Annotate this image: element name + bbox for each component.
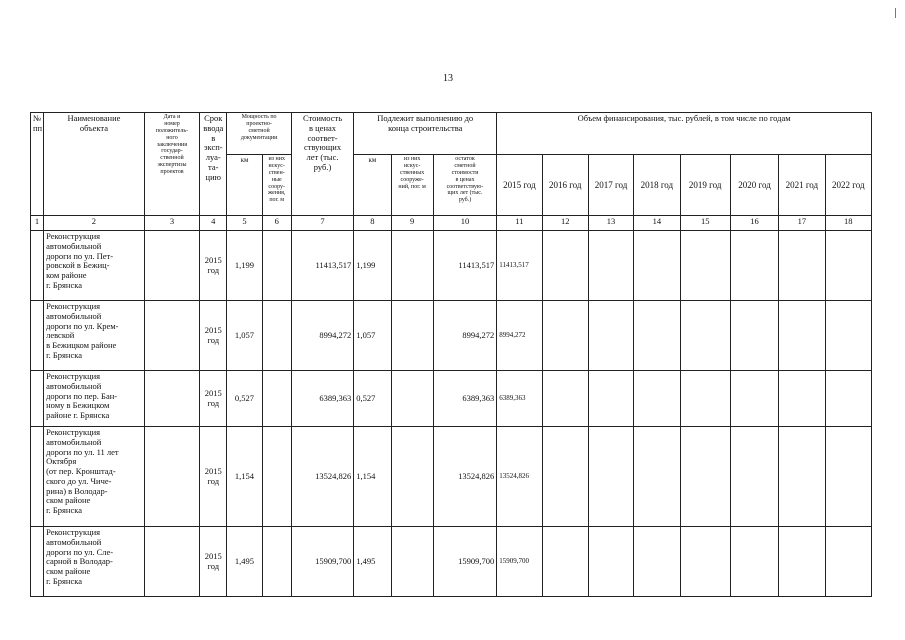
cell-capacity-structures [262, 301, 291, 371]
header-year-2019: 2019 год [680, 155, 730, 216]
header-capacity-group: Мощность по проектно- сметной документации [227, 113, 291, 155]
header-year-2018: 2018 год [634, 155, 680, 216]
header-year-2020: 2020 год [730, 155, 778, 216]
header-remaining-km: км [354, 155, 391, 216]
cell-commission-term-text: 2015 год [204, 324, 222, 345]
cell-number [31, 231, 44, 301]
cell-year-empty [825, 231, 871, 301]
cell-capacity-km-text: 1,495 [234, 555, 255, 566]
cell-remaining-km-text: 1,199 [356, 259, 376, 270]
cell-year-empty [680, 371, 730, 427]
column-number: 16 [730, 216, 778, 231]
cell-year-empty [680, 231, 730, 301]
cell-remaining-cost-text: 8994,272 [462, 329, 495, 340]
column-number: 6 [262, 216, 291, 231]
cell-object-name-text: Реконструкция автомобильной дороги по ул. 11 лет Октября (от пер. Кронштад- ского до ул. Чиче- рина) в Володар- ском районе г. Брянска [46, 427, 119, 516]
cell-object-name-text: Реконструкция автомобильной дороги по ул. Пет- ровской в Бежиц- ком районе г. Брянска [46, 231, 114, 290]
header-year-2022: 2022 год [825, 155, 871, 216]
column-numbers-row [31, 216, 872, 231]
cell-object-name [44, 427, 145, 527]
cell-object-name-text: Реконструкция автомобильной дороги по ул. Крем- левской в Бежицком районе г. Брянска [46, 301, 119, 360]
cell-year-2015-text: 11413,517 [499, 261, 529, 270]
cell-year-2015 [497, 371, 542, 427]
cell-commission-term [200, 231, 227, 301]
cell-cost-text: 8994,272 [319, 329, 352, 340]
cell-remaining-km-text: 1,154 [356, 470, 376, 481]
cell-commission-term-text: 2015 год [204, 387, 222, 408]
cell-cost [291, 231, 353, 301]
header-capacity-km: км [227, 155, 262, 216]
header-remaining-group: Подлежит выполнению до конца строительства [354, 113, 497, 155]
cell-capacity-km-text: 0,527 [234, 392, 255, 403]
cell-remaining-structures [391, 371, 433, 427]
cell-number [31, 301, 44, 371]
cell-remaining-structures [391, 527, 433, 597]
cell-year-2015-text: 8994,272 [499, 331, 526, 340]
cell-capacity-km-text: 1,057 [234, 329, 255, 340]
cell-cost [291, 527, 353, 597]
cell-year-empty [779, 371, 825, 427]
column-number: 3 [144, 216, 199, 231]
table-row [31, 371, 872, 427]
header-year-2017: 2017 год [588, 155, 633, 216]
construction-objects-table [30, 112, 872, 597]
cell-remaining-km-text: 0,527 [356, 392, 376, 403]
header-cost: Стоимость в ценах соответ- ствующих лет (тыс. руб.) [291, 113, 353, 216]
cell-remaining-km-text: 1,057 [356, 329, 376, 340]
cell-year-empty [730, 527, 778, 597]
cell-year-2015-text: 15909,700 [499, 557, 529, 566]
cell-capacity-km [227, 427, 262, 527]
table-row [31, 231, 872, 301]
scan-edge-mark [895, 8, 896, 18]
cell-remaining-km [354, 527, 391, 597]
cell-capacity-km-text: 1,199 [234, 259, 255, 270]
cell-cost [291, 301, 353, 371]
cell-capacity-km [227, 231, 262, 301]
header-year-2016: 2016 год [542, 155, 588, 216]
cell-capacity-km [227, 527, 262, 597]
cell-capacity-structures [262, 371, 291, 427]
header-commission-term: Срок ввода в эксп- луа- та- цию [200, 113, 227, 216]
cell-commission-term [200, 371, 227, 427]
cell-remaining-km [354, 427, 391, 527]
header-financing-group: Объем финансирования, тыс. рублей, в том числе по годам [497, 113, 872, 155]
cell-remaining-cost [433, 527, 496, 597]
column-number: 1 [31, 216, 44, 231]
cell-year-empty [634, 231, 680, 301]
cell-commission-term-text: 2015 год [204, 254, 222, 275]
column-number: 13 [588, 216, 633, 231]
cell-remaining-cost [433, 427, 496, 527]
cell-year-empty [779, 301, 825, 371]
cell-cost-text: 13524,826 [315, 470, 352, 481]
cell-object-name [44, 527, 145, 597]
cell-object-name-text: Реконструкция автомобильной дороги по пер. Бан- ному в Бежицком районе г. Брянска [46, 371, 118, 421]
cell-number [31, 371, 44, 427]
cell-capacity-km [227, 371, 262, 427]
table-row [31, 301, 872, 371]
cell-year-empty [730, 427, 778, 527]
cell-remaining-km-text: 1,495 [356, 555, 376, 566]
cell-number [31, 427, 44, 527]
cell-remaining-cost [433, 231, 496, 301]
cell-remaining-structures [391, 427, 433, 527]
cell-commission-term-text: 2015 год [204, 550, 222, 571]
cell-expertise [144, 527, 199, 597]
table-row [31, 427, 872, 527]
column-number: 5 [227, 216, 262, 231]
cell-cost-text: 11413,517 [315, 259, 352, 270]
cell-cost-text: 6389,363 [319, 392, 352, 403]
cell-expertise [144, 427, 199, 527]
cell-remaining-km [354, 371, 391, 427]
cell-remaining-cost-text: 13524,826 [458, 470, 495, 481]
cell-year-2015 [497, 301, 542, 371]
cell-year-empty [779, 231, 825, 301]
cell-expertise [144, 231, 199, 301]
cell-year-empty [588, 527, 633, 597]
cell-year-empty [542, 301, 588, 371]
cell-year-empty [730, 371, 778, 427]
cell-remaining-cost [433, 301, 496, 371]
column-number: 11 [497, 216, 542, 231]
cell-commission-term [200, 427, 227, 527]
cell-year-empty [588, 231, 633, 301]
cell-year-empty [825, 371, 871, 427]
cell-year-empty [779, 427, 825, 527]
cell-year-empty [730, 231, 778, 301]
cell-year-empty [825, 527, 871, 597]
column-number: 14 [634, 216, 680, 231]
cell-remaining-structures [391, 301, 433, 371]
cell-year-2015 [497, 527, 542, 597]
cell-number [31, 527, 44, 597]
column-number: 15 [680, 216, 730, 231]
header-row-1 [31, 113, 872, 155]
cell-year-empty [779, 527, 825, 597]
cell-commission-term [200, 301, 227, 371]
cell-object-name [44, 301, 145, 371]
cell-capacity-structures [262, 527, 291, 597]
cell-cost [291, 371, 353, 427]
cell-year-empty [825, 427, 871, 527]
header-expertise-date: Дата и номер положитель- ного заключения государ- ственной экспертизы проектов [144, 113, 199, 216]
cell-year-empty [730, 301, 778, 371]
cell-year-empty [680, 527, 730, 597]
cell-year-empty [542, 371, 588, 427]
header-remaining-cost: остаток сметной стоимости в ценах соответствую- щих лет (тыс. руб.) [433, 155, 496, 216]
cell-commission-term-text: 2015 год [204, 465, 222, 486]
cell-expertise [144, 371, 199, 427]
cell-remaining-cost-text: 6389,363 [462, 392, 495, 403]
cell-year-2015 [497, 427, 542, 527]
cell-year-2015-text: 13524,826 [499, 472, 529, 481]
header-year-2015: 2015 год [497, 155, 542, 216]
cell-year-empty [634, 301, 680, 371]
page-number: 13 [443, 73, 453, 84]
column-number: 10 [433, 216, 496, 231]
cell-year-empty [542, 231, 588, 301]
column-number: 17 [779, 216, 825, 231]
cell-year-empty [680, 427, 730, 527]
cell-capacity-structures [262, 231, 291, 301]
cell-year-empty [588, 427, 633, 527]
cell-year-empty [588, 371, 633, 427]
cell-remaining-cost-text: 15909,700 [458, 555, 495, 566]
cell-capacity-km-text: 1,154 [234, 470, 255, 481]
column-number: 4 [200, 216, 227, 231]
column-number: 2 [44, 216, 145, 231]
column-number: 7 [291, 216, 353, 231]
cell-object-name [44, 231, 145, 301]
cell-remaining-cost [433, 371, 496, 427]
column-number: 9 [391, 216, 433, 231]
table-row [31, 527, 872, 597]
cell-year-empty [634, 527, 680, 597]
cell-remaining-km [354, 231, 391, 301]
header-remaining-structures: из них искус- ственных сооруже- ний, пог. м [391, 155, 433, 216]
cell-year-2015 [497, 231, 542, 301]
header-object-name: Наименование объекта [44, 113, 145, 216]
cell-expertise [144, 301, 199, 371]
header-year-2021: 2021 год [779, 155, 825, 216]
cell-cost [291, 427, 353, 527]
header-number: № пп [31, 113, 44, 216]
column-number: 12 [542, 216, 588, 231]
cell-remaining-km [354, 301, 391, 371]
column-number: 18 [825, 216, 871, 231]
cell-year-empty [634, 371, 680, 427]
cell-year-2015-text: 6389,363 [499, 394, 526, 403]
cell-year-empty [542, 427, 588, 527]
cell-capacity-km [227, 301, 262, 371]
cell-object-name [44, 371, 145, 427]
cell-cost-text: 15909,700 [315, 555, 352, 566]
cell-remaining-structures [391, 231, 433, 301]
cell-year-empty [680, 301, 730, 371]
cell-remaining-cost-text: 11413,517 [458, 259, 495, 270]
header-capacity-structures: из них искус- ствен- ные соору- жения, пог. м [262, 155, 291, 216]
cell-year-empty [588, 301, 633, 371]
cell-capacity-structures [262, 427, 291, 527]
cell-object-name-text: Реконструкция автомобильной дороги по ул. Сле- сарной в Володар- ском районе г. Брянска [46, 527, 114, 586]
cell-year-empty [634, 427, 680, 527]
cell-commission-term [200, 527, 227, 597]
column-number: 8 [354, 216, 391, 231]
cell-year-empty [825, 301, 871, 371]
cell-year-empty [542, 527, 588, 597]
